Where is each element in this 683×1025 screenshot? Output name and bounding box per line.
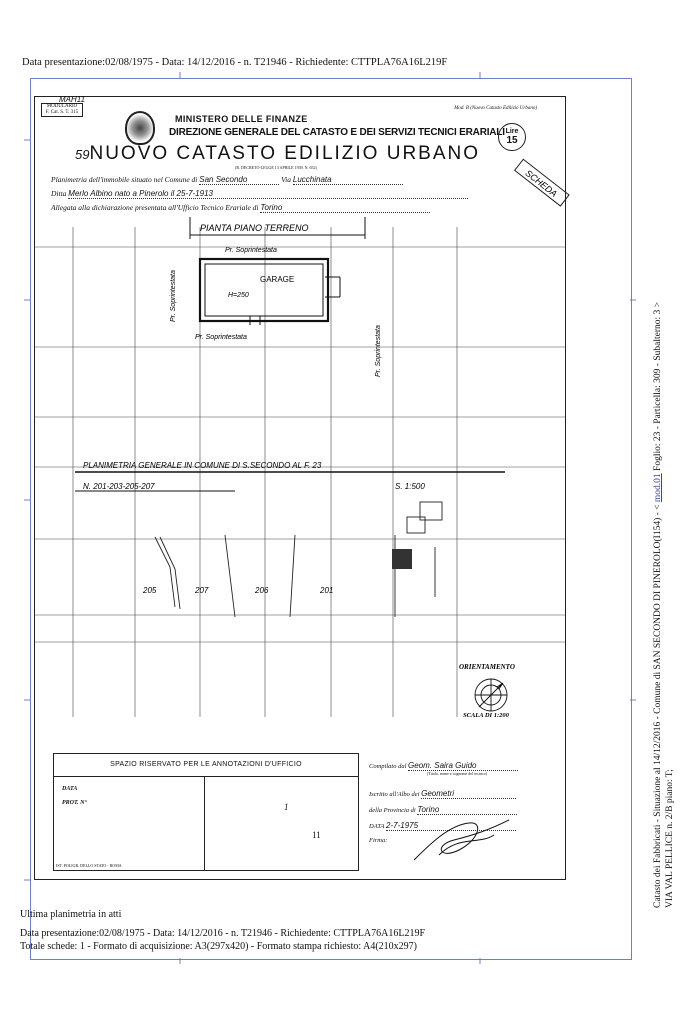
ministry-name: MINISTERO DELLE FINANZE — [175, 114, 308, 124]
header-line: Data presentazione:02/08/1975 - Data: 14/12/2016 - n. T21946 - Richiedente: CTTPLA76A16L219F — [22, 57, 448, 68]
footer-line-1: Data presentazione:02/08/1975 - Data: 14/12/2016 - n. T21946 - Richiedente: CTTPLA76A16L219F — [20, 928, 426, 939]
handwritten-number: MAH11 — [59, 95, 86, 104]
office-annotations-box — [53, 753, 359, 871]
parcel-207: 207 — [195, 586, 209, 595]
sidebar-line-2: VIA VAL PELLICE n. 2/B piano: T; — [665, 769, 675, 908]
garage-label: GARAGE — [260, 275, 295, 284]
general-plan-label: PLANIMETRIA GENERALE IN COMUNE DI S.SECONDO AL F. 23 — [83, 461, 322, 470]
mappali-label: N. 201-203-205-207 — [83, 482, 155, 491]
sidebar-line-1: Catasto dei Fabbricati - Situazione al 14/12/2016 - Comune di SAN SECONDO DI PINEROLO(I154) - < mod.01 Foglio: 23 - Particella: 309 - Subalterno: 3 > — [653, 302, 663, 908]
mod-01-link[interactable]: mod.01 — [653, 473, 663, 503]
ann-data-label: DATA — [62, 786, 78, 792]
scale-label: SCALA DI 1:200 — [463, 712, 509, 717]
parcel-206: 206 — [255, 586, 269, 595]
cadastre-sidebar — [652, 302, 676, 908]
provincia-line: della Provincia di Torino — [369, 805, 517, 815]
neighbor-top: Pr. Soprintestata — [225, 247, 277, 254]
iscritto-line: Iscritto all'Albo dei Geometri — [369, 789, 516, 799]
signature-icon — [409, 815, 519, 865]
floor-label: PIANTA PIANO TERRENO — [200, 223, 309, 233]
floor-plan-drawing — [35, 217, 565, 717]
ann-mark-1: 1 — [284, 802, 289, 812]
parcel-201: 201 — [320, 586, 334, 595]
scheda-stamp — [505, 155, 575, 215]
compiled-date-line: DATA 2-7-1975 — [369, 821, 516, 831]
titolo-hint: (Titolo, nome e cognome del tecnico) — [427, 771, 488, 776]
compilato-line: Compilato dal Geom. Saira Guido — [369, 761, 518, 771]
mod-b-label: Mod. B (Nuovo Catasto Edilizio Urbano) — [454, 106, 537, 111]
parcel-205: 205 — [143, 586, 157, 595]
stamp-duty-circle: Lire 15 — [498, 123, 526, 151]
planimetria-line: Planimetria dell'immobile situato nel Comune di San Secondo Via Lucchinata — [51, 175, 403, 185]
annotations-heading: SPAZIO RISERVATO PER LE ANNOTAZIONI D'UFFICIO — [54, 754, 358, 777]
ann-mark-2: 11 — [312, 830, 321, 840]
modulario-tag: MODULARIO F. Cat. S. T. 315 — [41, 103, 83, 117]
neighbor-left: Pr. Soprintestata — [170, 270, 177, 322]
republic-emblem-icon — [125, 111, 155, 145]
ann-prot-label: PROT. N° — [62, 800, 87, 806]
annotations-divider — [204, 776, 205, 870]
form-title: 59NUOVO CATASTO EDILIZIO URBANO — [75, 143, 481, 164]
allegata-line: Allegata alla dichiarazione presentata all'Ufficio Tecnico Erariale di Torino — [51, 203, 430, 213]
footer-line-2: Totale schede: 1 - Formato di acquisizione: A3(297x420) - Formato stampa richiesto: A4(210x297) — [20, 941, 417, 952]
cadastral-sheet — [34, 96, 566, 880]
svg-text:SCHEDA: SCHEDA — [523, 167, 560, 199]
neighbor-right: Pr. Soprintestata — [375, 325, 382, 377]
compiled-by-block — [369, 757, 549, 867]
ditta-line: Ditta Merlo Albino nato a Pinerolo il 25-7-1913 — [51, 189, 468, 199]
orientation-label: ORIENTAMENTO — [459, 663, 515, 671]
decree-note: (R. DECRETO-LEGGE 13 APRILE 1939, N. 652) — [235, 165, 317, 170]
neighbor-bottom: Pr. Soprintestata — [195, 334, 247, 341]
ann-printer: IST. POLIGR. DELLO STATO - ROMA — [56, 863, 122, 868]
compass-icon — [475, 679, 507, 711]
general-scale: S. 1:500 — [395, 482, 425, 491]
height-label: H=250 — [228, 292, 249, 299]
last-plan-note: Ultima planimetria in atti — [20, 909, 122, 920]
firma-line: Firma: — [369, 837, 388, 844]
direction-name: DIREZIONE GENERALE DEL CATASTO E DEI SERVIZI TECNICI ERARIALI — [169, 127, 505, 138]
